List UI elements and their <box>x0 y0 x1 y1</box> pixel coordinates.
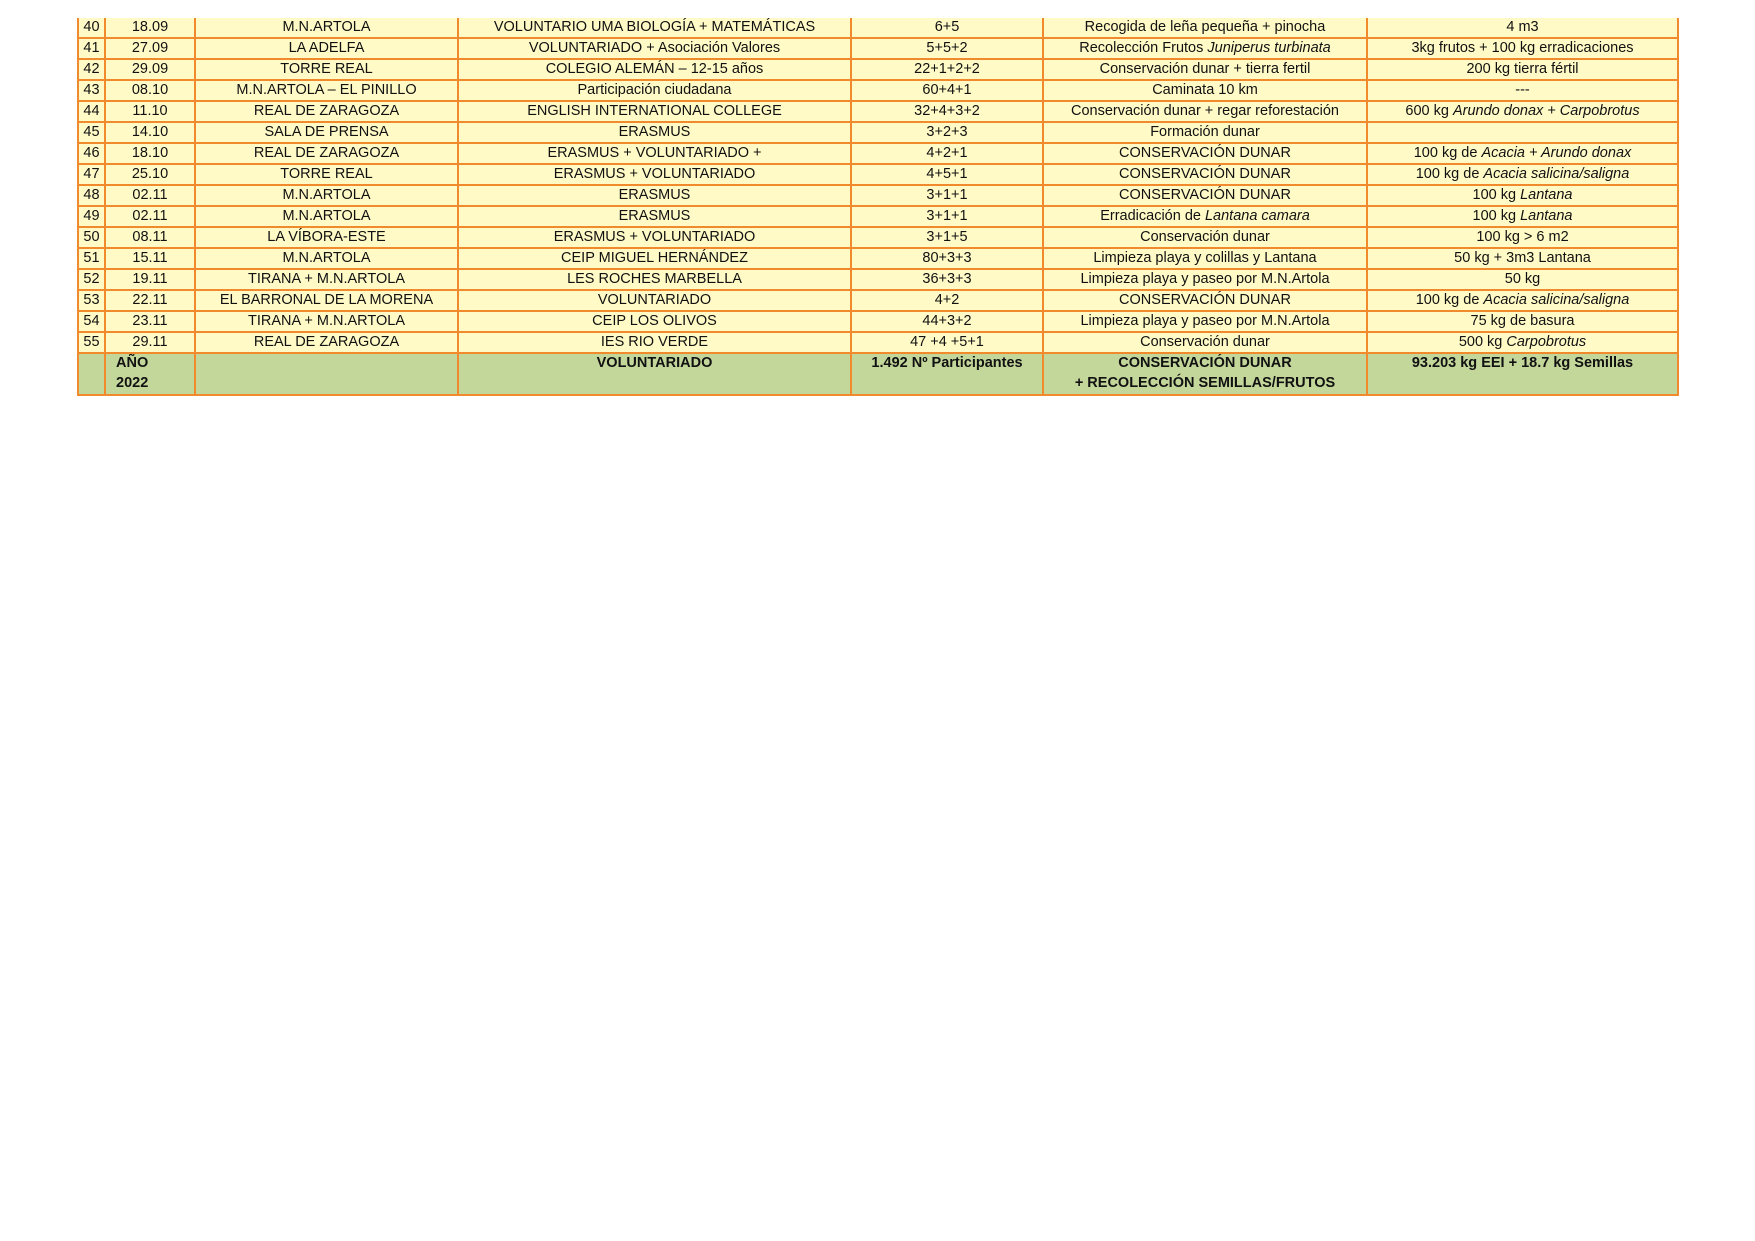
table-row <box>78 164 1678 185</box>
result-text-segment: Acacia salicina/saligna <box>1483 166 1630 182</box>
group-cell: ERASMUS + VOLUNTARIADO + <box>458 143 851 164</box>
result-cell <box>1367 143 1678 164</box>
place-cell: TORRE REAL <box>195 59 458 80</box>
group-cell: ERASMUS + VOLUNTARIADO <box>458 227 851 248</box>
table-row <box>78 80 1678 101</box>
result-text-segment: 500 kg <box>1458 334 1507 350</box>
row-number-cell: 50 <box>78 227 105 248</box>
date-cell: 29.09 <box>105 59 195 80</box>
activity-text-segment: CONSERVACIÓN DUNAR <box>1119 166 1291 182</box>
table-row <box>78 18 1678 38</box>
activity-cell <box>1043 38 1367 59</box>
place-cell: SALA DE PRENSA <box>195 122 458 143</box>
result-cell <box>1367 290 1678 311</box>
activity-cell <box>1043 332 1367 353</box>
activity-cell <box>1043 311 1367 332</box>
result-cell <box>1367 18 1678 38</box>
result-cell <box>1367 38 1678 59</box>
total-activity-line1: CONSERVACIÓN DUNAR <box>1118 355 1292 371</box>
result-text-segment: 100 kg de <box>1413 145 1482 161</box>
place-cell: M.N.ARTOLA – EL PINILLO <box>195 80 458 101</box>
document-page <box>77 18 1679 396</box>
result-text-segment: --- <box>1515 82 1530 98</box>
total-place-cell <box>195 353 458 395</box>
total-year-value: 2022 <box>116 374 149 391</box>
group-cell: ENGLISH INTERNATIONAL COLLEGE <box>458 101 851 122</box>
result-text-segment: 600 kg <box>1405 103 1453 119</box>
total-year-cell <box>105 353 195 395</box>
result-text-segment: 50 kg + 3m3 Lantana <box>1454 250 1591 266</box>
activity-text-segment: CONSERVACIÓN DUNAR <box>1119 145 1291 161</box>
row-number-cell: 55 <box>78 332 105 353</box>
activity-text-segment: Conservación dunar + tierra fertil <box>1099 61 1311 77</box>
result-text-segment: 100 kg de <box>1415 292 1484 308</box>
place-cell: REAL DE ZARAGOZA <box>195 332 458 353</box>
group-cell: VOLUNTARIADO + Asociación Valores <box>458 38 851 59</box>
activity-cell <box>1043 122 1367 143</box>
result-cell <box>1367 59 1678 80</box>
total-activity-cell <box>1043 353 1367 395</box>
group-cell: LES ROCHES MARBELLA <box>458 269 851 290</box>
participants-cell: 3+1+5 <box>851 227 1043 248</box>
row-number-cell: 43 <box>78 80 105 101</box>
row-number-cell: 49 <box>78 206 105 227</box>
group-cell: IES RIO VERDE <box>458 332 851 353</box>
total-group-cell: VOLUNTARIADO <box>458 353 851 395</box>
participants-cell: 6+5 <box>851 18 1043 38</box>
activity-text-segment: Limpieza playa y colillas y Lantana <box>1093 250 1317 266</box>
date-cell: 22.11 <box>105 290 195 311</box>
result-cell <box>1367 269 1678 290</box>
date-cell: 27.09 <box>105 38 195 59</box>
activity-text-segment: Limpieza playa y paseo por M.N.Artola <box>1080 313 1330 329</box>
activity-text-segment: Recogida de leña pequeña + pinocha <box>1084 19 1326 35</box>
date-cell: 18.09 <box>105 18 195 38</box>
date-cell: 14.10 <box>105 122 195 143</box>
activity-text-segment: Formación dunar <box>1150 124 1260 140</box>
result-cell <box>1367 206 1678 227</box>
table-row <box>78 269 1678 290</box>
result-text-segment: 3kg frutos + 100 kg erradicaciones <box>1411 40 1634 56</box>
activity-cell <box>1043 269 1367 290</box>
result-cell <box>1367 332 1678 353</box>
group-cell: VOLUNTARIADO <box>458 290 851 311</box>
table-row <box>78 143 1678 164</box>
participants-cell: 4+5+1 <box>851 164 1043 185</box>
row-number-cell: 47 <box>78 164 105 185</box>
row-number-cell: 44 <box>78 101 105 122</box>
activity-cell <box>1043 80 1367 101</box>
table-row <box>78 101 1678 122</box>
row-number-cell: 52 <box>78 269 105 290</box>
result-cell <box>1367 122 1678 143</box>
total-activity-line2: + RECOLECCIÓN SEMILLAS/FRUTOS <box>1074 374 1336 391</box>
activity-cell <box>1043 18 1367 38</box>
result-cell <box>1367 164 1678 185</box>
result-cell <box>1367 227 1678 248</box>
result-cell <box>1367 80 1678 101</box>
date-cell: 23.11 <box>105 311 195 332</box>
activity-text-segment: Limpieza playa y paseo por M.N.Artola <box>1080 271 1330 287</box>
participants-cell: 4+2 <box>851 290 1043 311</box>
table-row <box>78 206 1678 227</box>
row-number-cell: 45 <box>78 122 105 143</box>
table-body <box>78 18 1678 395</box>
group-cell: COLEGIO ALEMÁN – 12-15 años <box>458 59 851 80</box>
activity-cell <box>1043 101 1367 122</box>
result-text-segment: 100 kg > 6 m2 <box>1476 229 1569 245</box>
activity-cell <box>1043 143 1367 164</box>
group-cell: ERASMUS <box>458 185 851 206</box>
place-cell: LA VÍBORA-ESTE <box>195 227 458 248</box>
date-cell: 02.11 <box>105 206 195 227</box>
result-text-segment: 100 kg de <box>1415 166 1484 182</box>
participants-cell: 47 +4 +5+1 <box>851 332 1043 353</box>
result-text-segment: 100 kg <box>1472 208 1521 224</box>
participants-cell: 4+2+1 <box>851 143 1043 164</box>
total-participants-cell: 1.492 Nº Participantes <box>851 353 1043 395</box>
activity-text-segment: Conservación dunar + regar reforestación <box>1071 103 1339 119</box>
total-result-cell: 93.203 kg EEI + 18.7 kg Semillas <box>1367 353 1678 395</box>
table-row <box>78 311 1678 332</box>
participants-cell: 44+3+2 <box>851 311 1043 332</box>
activity-cell <box>1043 164 1367 185</box>
activity-text-segment: Juniperus turbinata <box>1207 40 1331 56</box>
total-year-label: AÑO <box>116 355 149 371</box>
table-row <box>78 122 1678 143</box>
result-text-segment: Carpobrotus <box>1506 334 1587 350</box>
row-number-cell: 48 <box>78 185 105 206</box>
row-number-cell: 51 <box>78 248 105 269</box>
activity-text-segment: Conservación dunar <box>1140 334 1270 350</box>
place-cell: REAL DE ZARAGOZA <box>195 143 458 164</box>
participants-cell: 5+5+2 <box>851 38 1043 59</box>
row-number-cell: 41 <box>78 38 105 59</box>
place-cell: REAL DE ZARAGOZA <box>195 101 458 122</box>
participants-cell: 32+4+3+2 <box>851 101 1043 122</box>
place-cell: TIRANA + M.N.ARTOLA <box>195 269 458 290</box>
row-number-cell: 54 <box>78 311 105 332</box>
group-cell: ERASMUS <box>458 206 851 227</box>
activity-cell <box>1043 59 1367 80</box>
table-row <box>78 227 1678 248</box>
place-cell: M.N.ARTOLA <box>195 248 458 269</box>
total-num-cell <box>78 353 105 395</box>
result-text-segment: Acacia + Arundo donax <box>1481 145 1632 161</box>
table-row <box>78 38 1678 59</box>
result-text-segment: 200 kg tierra fértil <box>1466 61 1579 77</box>
date-cell: 19.11 <box>105 269 195 290</box>
group-cell: Participación ciudadana <box>458 80 851 101</box>
activity-text-segment: CONSERVACIÓN DUNAR <box>1119 292 1291 308</box>
result-cell <box>1367 185 1678 206</box>
table-row <box>78 290 1678 311</box>
activity-text-segment: Conservación dunar <box>1140 229 1270 245</box>
activity-text-segment: CONSERVACIÓN DUNAR <box>1119 187 1291 203</box>
result-text-segment: Lantana <box>1520 187 1573 203</box>
group-cell: ERASMUS <box>458 122 851 143</box>
activity-cell <box>1043 290 1367 311</box>
result-text-segment: Arundo donax + Carpobrotus <box>1452 103 1640 119</box>
participants-cell: 3+1+1 <box>851 185 1043 206</box>
row-number-cell: 53 <box>78 290 105 311</box>
participants-cell: 3+2+3 <box>851 122 1043 143</box>
participants-cell: 3+1+1 <box>851 206 1043 227</box>
result-text-segment: 4 m3 <box>1506 19 1539 35</box>
row-number-cell: 42 <box>78 59 105 80</box>
table-row <box>78 59 1678 80</box>
place-cell: TORRE REAL <box>195 164 458 185</box>
place-cell: LA ADELFA <box>195 38 458 59</box>
result-cell <box>1367 248 1678 269</box>
table-row <box>78 185 1678 206</box>
participants-cell: 22+1+2+2 <box>851 59 1043 80</box>
date-cell: 25.10 <box>105 164 195 185</box>
table-row <box>78 248 1678 269</box>
group-cell: CEIP MIGUEL HERNÁNDEZ <box>458 248 851 269</box>
row-number-cell: 46 <box>78 143 105 164</box>
group-cell: CEIP LOS OLIVOS <box>458 311 851 332</box>
date-cell: 29.11 <box>105 332 195 353</box>
result-cell <box>1367 101 1678 122</box>
activities-table <box>77 18 1679 396</box>
row-number-cell: 40 <box>78 18 105 38</box>
table-row <box>78 332 1678 353</box>
date-cell: 08.11 <box>105 227 195 248</box>
date-cell: 15.11 <box>105 248 195 269</box>
place-cell: M.N.ARTOLA <box>195 18 458 38</box>
result-text-segment: 75 kg de basura <box>1470 313 1575 329</box>
total-row <box>78 353 1678 395</box>
activity-cell <box>1043 248 1367 269</box>
result-text-segment: 100 kg <box>1472 187 1521 203</box>
activity-cell <box>1043 185 1367 206</box>
result-text-segment: 50 kg <box>1504 271 1541 287</box>
activity-text-segment: Lantana camara <box>1204 208 1310 224</box>
group-cell: ERASMUS + VOLUNTARIADO <box>458 164 851 185</box>
participants-cell: 80+3+3 <box>851 248 1043 269</box>
participants-cell: 60+4+1 <box>851 80 1043 101</box>
activity-cell <box>1043 206 1367 227</box>
date-cell: 02.11 <box>105 185 195 206</box>
activity-text-segment: Erradicación de <box>1100 208 1205 224</box>
group-cell: VOLUNTARIO UMA BIOLOGÍA + MATEMÁTICAS <box>458 18 851 38</box>
place-cell: M.N.ARTOLA <box>195 185 458 206</box>
place-cell: EL BARRONAL DE LA MORENA <box>195 290 458 311</box>
place-cell: TIRANA + M.N.ARTOLA <box>195 311 458 332</box>
activity-cell <box>1043 227 1367 248</box>
result-cell <box>1367 311 1678 332</box>
place-cell: M.N.ARTOLA <box>195 206 458 227</box>
date-cell: 08.10 <box>105 80 195 101</box>
date-cell: 18.10 <box>105 143 195 164</box>
result-text-segment: Lantana <box>1520 208 1573 224</box>
participants-cell: 36+3+3 <box>851 269 1043 290</box>
date-cell: 11.10 <box>105 101 195 122</box>
activity-text-segment: Caminata 10 km <box>1152 82 1258 98</box>
activity-text-segment: Recolección Frutos <box>1079 40 1208 56</box>
result-text-segment: Acacia salicina/saligna <box>1483 292 1630 308</box>
